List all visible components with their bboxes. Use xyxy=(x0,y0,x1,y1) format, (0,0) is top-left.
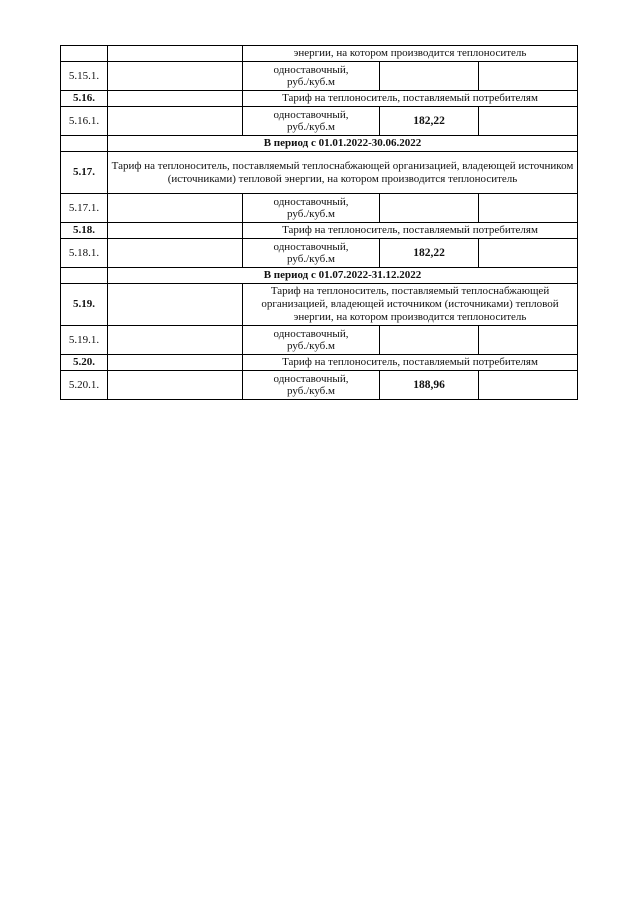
row-number: 5.17.1. xyxy=(61,194,108,223)
row-number xyxy=(61,136,108,152)
tariff-value xyxy=(380,62,479,91)
row-description: Тариф на теплоноситель, поставляемый потребителям xyxy=(243,91,578,107)
table-row xyxy=(61,62,578,91)
unit-label xyxy=(243,62,380,91)
extra-value xyxy=(479,326,578,355)
unit-label-line2: руб./куб.м xyxy=(287,121,335,133)
unit-label xyxy=(243,194,380,223)
unit-label xyxy=(243,326,380,355)
tariff-table xyxy=(60,45,578,400)
tariff-value: 182,22 xyxy=(380,239,479,268)
row-name xyxy=(108,194,243,223)
table-row xyxy=(61,223,578,239)
row-name xyxy=(108,326,243,355)
table-row xyxy=(61,239,578,268)
table-row xyxy=(61,326,578,355)
row-number: 5.18.1. xyxy=(61,239,108,268)
unit-label-line1: одноставочный, xyxy=(273,64,349,76)
extra-value xyxy=(479,107,578,136)
tariff-value xyxy=(380,326,479,355)
unit-label-line1: одноставочный, xyxy=(273,373,349,385)
extra-value xyxy=(479,371,578,400)
row-number: 5.18. xyxy=(61,223,108,239)
row-number: 5.16. xyxy=(61,91,108,107)
tariff-value: 182,22 xyxy=(380,107,479,136)
row-description: Тариф на теплоноситель, поставляемый потребителям xyxy=(243,223,578,239)
unit-label-line1: одноставочный, xyxy=(273,109,349,121)
table-row xyxy=(61,355,578,371)
period-heading: В период с 01.01.2022-30.06.2022 xyxy=(108,136,578,152)
table-row xyxy=(61,194,578,223)
extra-value xyxy=(479,239,578,268)
row-description: Тариф на теплоноситель, поставляемый теплоснабжающей организацией, владеющей источником (источниками) тепловой энергии, на котором производится теплоноситель xyxy=(108,152,578,194)
row-number: 5.15.1. xyxy=(61,62,108,91)
extra-value xyxy=(479,194,578,223)
period-heading: В период с 01.07.2022-31.12.2022 xyxy=(108,268,578,284)
unit-label-line2: руб./куб.м xyxy=(287,385,335,397)
row-number: 5.16.1. xyxy=(61,107,108,136)
extra-value xyxy=(479,62,578,91)
row-name xyxy=(108,223,243,239)
row-description: энергии, на котором производится теплоноситель xyxy=(243,46,578,62)
tariff-value: 188,96 xyxy=(380,371,479,400)
row-description: Тариф на теплоноситель, поставляемый теплоснабжающей организацией, владеющей источником (источниками) тепловой энергии, на котором производится теплоноситель xyxy=(243,284,578,326)
row-number: 5.20. xyxy=(61,355,108,371)
unit-label xyxy=(243,371,380,400)
table-row xyxy=(61,46,578,62)
row-number: 5.19.1. xyxy=(61,326,108,355)
table-row xyxy=(61,268,578,284)
tariff-value xyxy=(380,194,479,223)
unit-label-line1: одноставочный, xyxy=(273,241,349,253)
row-number: 5.20.1. xyxy=(61,371,108,400)
unit-label-line2: руб./куб.м xyxy=(287,253,335,265)
unit-label-line1: одноставочный, xyxy=(273,328,349,340)
table-row xyxy=(61,136,578,152)
row-name xyxy=(108,46,243,62)
row-description: Тариф на теплоноситель, поставляемый потребителям xyxy=(243,355,578,371)
row-name xyxy=(108,239,243,268)
table-row xyxy=(61,284,578,326)
unit-label-line1: одноставочный, xyxy=(273,196,349,208)
table-row xyxy=(61,371,578,400)
unit-label xyxy=(243,239,380,268)
unit-label-line2: руб./куб.м xyxy=(287,76,335,88)
table-row xyxy=(61,152,578,194)
row-name xyxy=(108,371,243,400)
unit-label xyxy=(243,107,380,136)
row-number xyxy=(61,46,108,62)
row-name xyxy=(108,91,243,107)
row-name xyxy=(108,355,243,371)
row-name xyxy=(108,62,243,91)
table-row xyxy=(61,91,578,107)
unit-label-line2: руб./куб.м xyxy=(287,208,335,220)
unit-label-line2: руб./куб.м xyxy=(287,340,335,352)
row-name xyxy=(108,284,243,326)
table-row xyxy=(61,107,578,136)
row-number: 5.19. xyxy=(61,284,108,326)
row-number xyxy=(61,268,108,284)
row-number: 5.17. xyxy=(61,152,108,194)
row-name xyxy=(108,107,243,136)
